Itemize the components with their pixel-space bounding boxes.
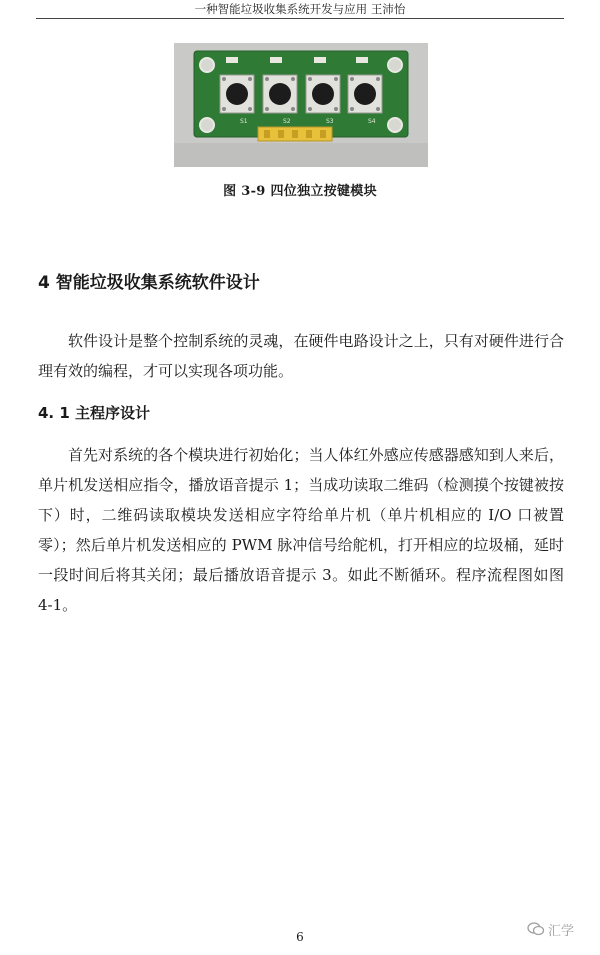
- tact-switch: [306, 75, 340, 113]
- mounting-hole: [200, 58, 214, 72]
- running-header: 一种智能垃圾收集系统开发与应用 王沛怡: [194, 2, 406, 16]
- paragraph-main-program: 首先对系统的各个模块进行初始化；当人体红外感应传感器感知到人来后，单片机发送相应指令，播放语音提示 1；当成功读取二维码（检测摸个按键被按下）时，二维码读取模块发送相应字符给单片机（单片机相应的 I/O 口被置零）；然后单片机发送相应的 PWM 脉冲信号给舵机，打开相应的垃圾桶，延时一段时间后将其关闭；最后播放语音提示 3。如此不断循环。程序流程图如图 4-1。: [38, 446, 564, 614]
- wechat-icon: [527, 921, 545, 937]
- subsection-heading: 4. 1 主程序设计: [38, 404, 151, 422]
- header-rule: [36, 18, 564, 19]
- tact-switch: [348, 75, 382, 113]
- figure-photo-button-module: [174, 43, 428, 167]
- mounting-hole: [200, 118, 214, 132]
- tact-switch: [220, 75, 254, 113]
- mounting-hole: [388, 58, 402, 72]
- pcb-label: S3: [326, 118, 334, 125]
- section-heading: 4 智能垃圾收集系统软件设计: [38, 273, 260, 293]
- paragraph-intro: 软件设计是整个控制系统的灵魂，在硬件电路设计之上，只有对硬件进行合理有效的编程，才可以实现各项功能。: [38, 332, 564, 380]
- figure-caption: 图 3-9 四位独立按键模块: [223, 184, 377, 199]
- watermark: [527, 919, 574, 939]
- pcb-label: S2: [283, 118, 291, 125]
- mounting-hole: [388, 118, 402, 132]
- pcb-label: S4: [368, 118, 376, 125]
- tact-switch: [263, 75, 297, 113]
- watermark-text: 汇学: [548, 923, 575, 939]
- page-number: 6: [296, 930, 304, 944]
- pcb-label: S1: [240, 118, 248, 125]
